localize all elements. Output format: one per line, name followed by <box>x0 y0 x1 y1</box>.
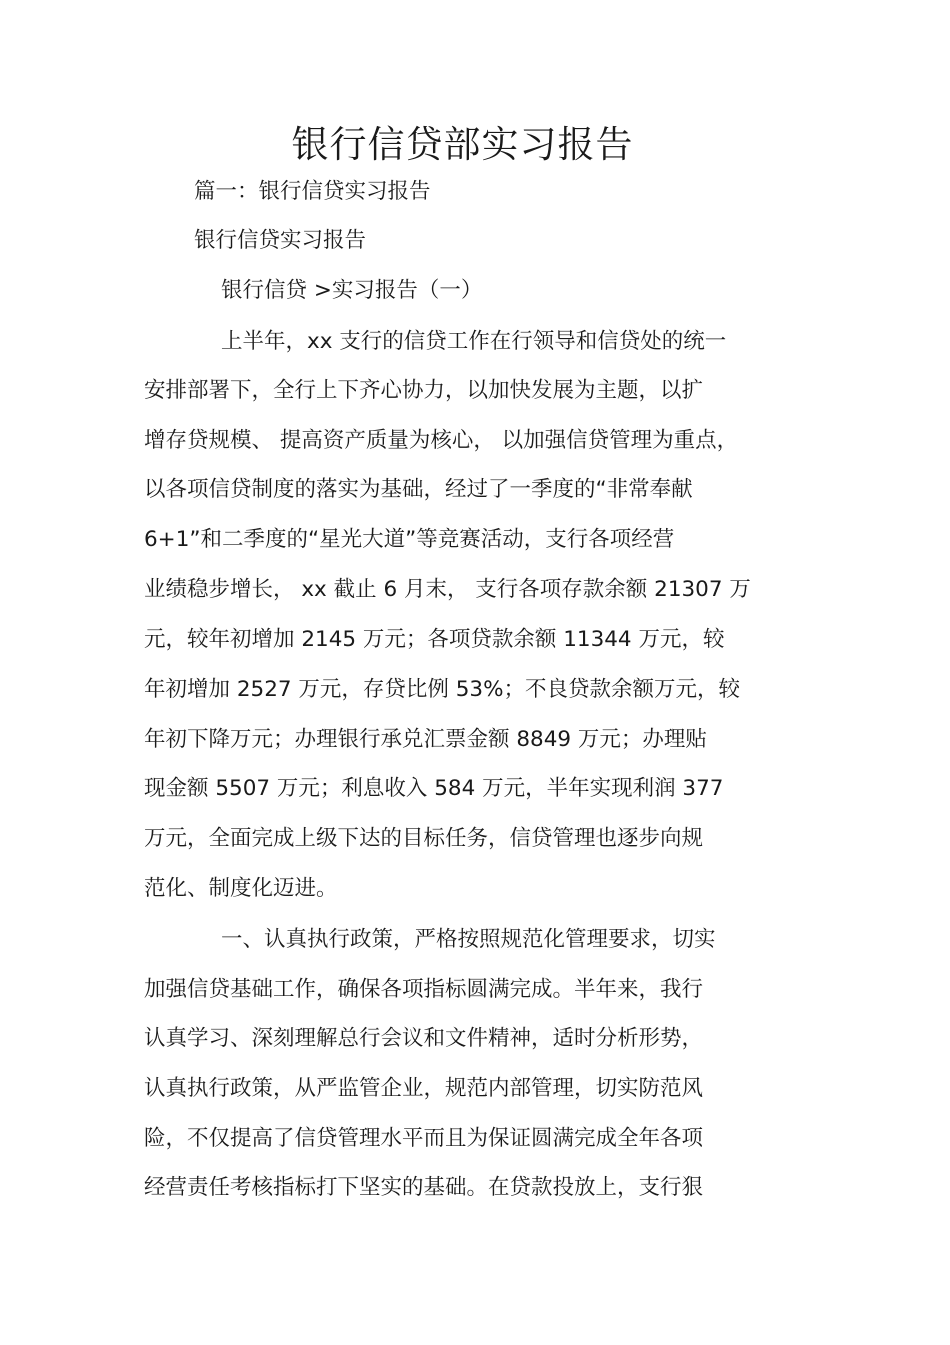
paragraph-line: 增存贷规模、 提高资产质量为核心， 以加强信贷管理为重点， <box>144 428 739 453</box>
paragraph-line: 认真执行政策，从严监管企业，规范内部管理，切实防范风 <box>144 1076 704 1101</box>
paragraph-line: 年初下降万元；办理银行承兑汇票金额 8849 万元；办理贴 <box>144 727 707 752</box>
paragraph-line: 范化、制度化迈进。 <box>144 876 338 901</box>
paragraph-line: 加强信贷基础工作，确保各项指标圆满完成。半年来，我行 <box>144 977 704 1002</box>
paragraph-line: 年初增加 2527 万元，存贷比例 53%；不良贷款余额万元，较 <box>144 677 741 702</box>
paragraph-line: 业绩稳步增长， xx 截止 6 月末， 支行各项存款余额 21307 万 <box>144 577 751 602</box>
paragraph-line: 一、认真执行政策，严格按照规范化管理要求，切实 <box>221 927 716 952</box>
paragraph-line: 现金额 5507 万元；利息收入 584 万元，半年实现利润 377 <box>144 776 724 801</box>
report-part-heading: 银行信贷 >实习报告（一） <box>221 278 483 303</box>
report-subtitle: 银行信贷实习报告 <box>194 228 367 253</box>
paragraph-line: 6+1”和二季度的“星光大道”等竞赛活动，支行各项经营 <box>144 527 675 552</box>
paragraph-line: 元，较年初增加 2145 万元；各项贷款余额 11344 万元，较 <box>144 627 725 652</box>
paragraph-line: 险，不仅提高了信贷管理水平而且为保证圆满完成全年各项 <box>144 1126 704 1151</box>
paragraph-line: 万元，全面完成上级下达的目标任务，信贷管理也逐步向规 <box>144 826 704 851</box>
section-heading: 篇一：银行信贷实习报告 <box>194 179 431 204</box>
paragraph-line: 经营责任考核指标打下坚实的基础。在贷款投放上，支行狠 <box>144 1175 704 1200</box>
document-title: 银行信贷部实习报告 <box>291 123 634 166</box>
paragraph-line: 上半年，xx 支行的信贷工作在行领导和信贷处的统一 <box>221 329 727 354</box>
paragraph-line: 认真学习、深刻理解总行会议和文件精神，适时分析形势， <box>144 1026 704 1051</box>
paragraph-line: 安排部署下，全行上下齐心协力，以加快发展为主题，以扩 <box>144 378 704 403</box>
paragraph-line: 以各项信贷制度的落实为基础，经过了一季度的“非常奉献 <box>144 477 693 502</box>
